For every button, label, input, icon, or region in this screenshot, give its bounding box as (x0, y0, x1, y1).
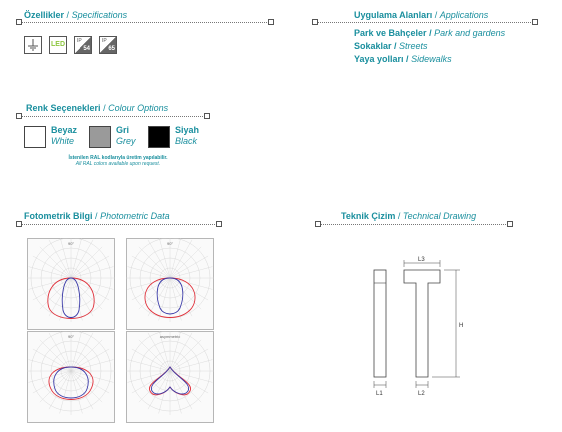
polar-chart-label: asymmetric (159, 334, 181, 339)
photometric-chart-2 (126, 238, 214, 330)
ral-note-en: All RAL colors available upon request. (75, 161, 161, 167)
technical-title-tr: Teknik Çizim (341, 211, 396, 221)
photometric-chart-1 (27, 238, 115, 330)
photometric-chart-4 (126, 331, 214, 423)
photometric-divider-start-marker (16, 221, 22, 227)
applications-title-en: Applications (439, 10, 489, 20)
photometric-title-en: Photometric Data (100, 211, 170, 221)
color-label-grey (116, 125, 136, 147)
technical-title-en: Technical Drawing (402, 211, 477, 221)
color-label-tr: Siyah (175, 125, 200, 135)
polar-diagram (27, 238, 115, 330)
ral-note (38, 155, 198, 167)
dim-l3-label: L3 (418, 257, 425, 263)
led-icon (49, 36, 67, 54)
ip54-icon (74, 36, 92, 54)
applications-divider-start-marker (312, 19, 318, 25)
bollard-side-view (374, 270, 386, 377)
specs-divider-end-marker (268, 19, 274, 25)
swatch-black (148, 126, 170, 148)
ip54-icon-value: 54 (83, 46, 90, 52)
ral-note-tr: İstenilen RAL kodlarıyla üretim yapılabilir. (68, 155, 168, 161)
color-label-en: Black (175, 136, 198, 146)
application-item-en: Sidewalks (411, 54, 452, 64)
ip65-icon-value: 65 (108, 46, 115, 52)
bollard-front-view (404, 270, 440, 377)
colors-divider-start-marker (16, 113, 22, 119)
specs-title (24, 10, 127, 20)
ip65-icon (99, 36, 117, 54)
swatch-grey (89, 126, 111, 148)
specs-divider-start-marker (16, 19, 22, 25)
colors-divider-end-marker (204, 113, 210, 119)
polar-chart-label: 90° (67, 241, 75, 246)
dim-h-label: H (459, 323, 464, 329)
specs-title-en: Specifications (71, 10, 128, 20)
ip54-icon-label: IP (77, 38, 82, 44)
applications-divider (317, 22, 535, 23)
colors-title-sep: / (103, 103, 106, 113)
polar-chart-label: 90° (166, 241, 174, 246)
polar-diagram (126, 331, 214, 423)
dim-l1-label: L1 (376, 391, 383, 397)
specs-title-sep: / (66, 10, 70, 20)
specs-title-tr: Özellikler (24, 10, 65, 20)
photometric-divider-end-marker (216, 221, 222, 227)
applications-divider-end-marker (532, 19, 538, 25)
ip65-icon-label: IP (102, 38, 107, 44)
applications-title (354, 10, 488, 20)
application-item-en: Park and gardens (434, 28, 506, 38)
technical-divider-end-marker (507, 221, 513, 227)
application-item-sidewalks: Yaya yolları / Sidewalks (354, 54, 452, 64)
photometric-title-tr: Fotometrik Bilgi (24, 211, 93, 221)
technical-title (341, 211, 476, 221)
specs-divider (21, 22, 271, 23)
photometric-title (24, 211, 170, 221)
colors-divider (21, 116, 207, 117)
photometric-divider (21, 224, 219, 225)
technical-divider (320, 224, 510, 225)
photometric-chart-3 (27, 331, 115, 423)
application-item-en: Streets (399, 41, 428, 51)
application-item-streets: Sokaklar / Streets (354, 41, 428, 51)
color-label-en: White (51, 136, 75, 146)
application-item-parks: Park ve Bahçeler / Park and gardens (354, 28, 506, 38)
photometric-title-sep: / (95, 211, 98, 221)
technical-divider-start-marker (315, 221, 321, 227)
polar-diagram (27, 331, 115, 423)
color-label-white (51, 125, 77, 147)
led-icon-text: LED (51, 41, 65, 48)
technical-title-sep: / (397, 211, 401, 221)
applications-title-tr: Uygulama Alanları (354, 10, 433, 20)
applications-title-sep: / (434, 10, 438, 20)
technical-drawing (360, 250, 480, 400)
dim-l2-label: L2 (418, 391, 425, 397)
swatch-white (24, 126, 46, 148)
colors-title (26, 103, 168, 113)
color-label-black (175, 125, 199, 147)
color-label-en: Grey (116, 136, 136, 146)
polar-diagram (126, 238, 214, 330)
colors-title-tr: Renk Seçenekleri (26, 103, 101, 113)
application-item-tr: Park ve Bahçeler (354, 28, 427, 38)
color-label-tr: Gri (116, 125, 130, 135)
ground-icon (24, 36, 42, 54)
application-item-tr: Sokaklar (354, 41, 392, 51)
polar-chart-label: 90° (67, 334, 75, 339)
color-label-tr: Beyaz (51, 125, 78, 135)
application-item-tr: Yaya yolları (354, 54, 404, 64)
colors-title-en: Colour Options (108, 103, 169, 113)
